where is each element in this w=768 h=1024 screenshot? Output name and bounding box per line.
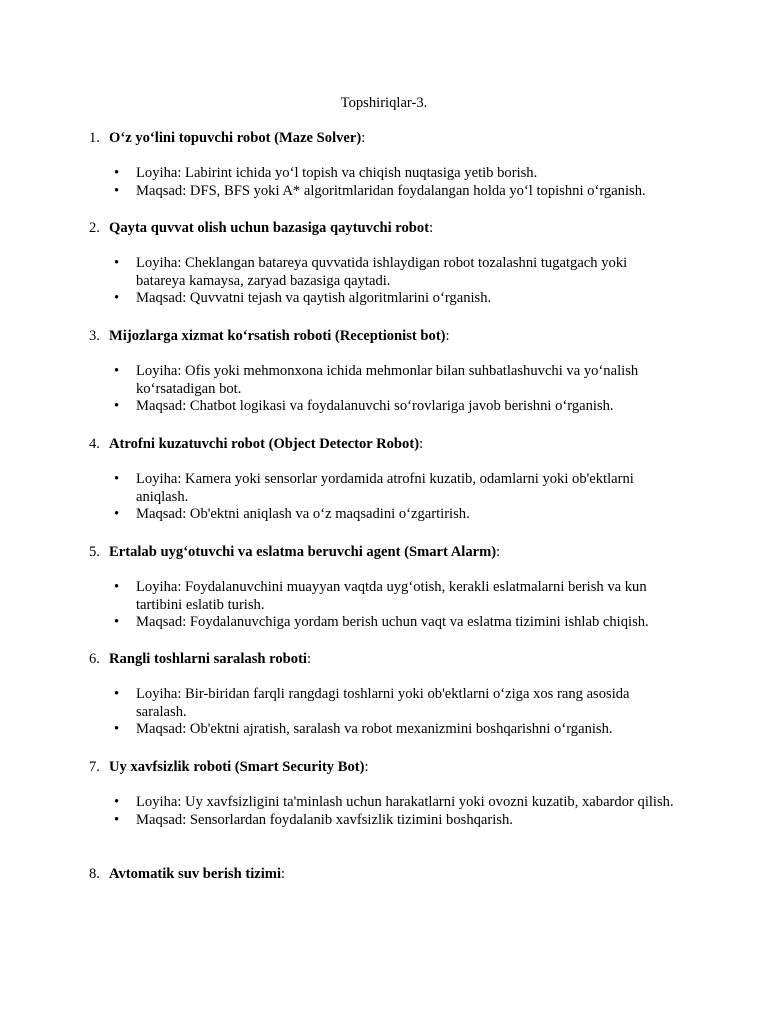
task-bullet-list xyxy=(89,165,689,200)
list-item xyxy=(89,183,676,201)
bullet-icon: • xyxy=(114,363,120,379)
task-bullet-list xyxy=(89,794,689,829)
task-title-text: Atrofni kuzatuvchi robot (Object Detector Robot) xyxy=(109,436,420,452)
task-2 xyxy=(89,219,689,308)
task-number: 5. xyxy=(89,544,100,560)
task-title-colon: : xyxy=(496,544,501,560)
task-heading xyxy=(89,219,689,237)
bullet-icon: • xyxy=(114,721,120,737)
task-title-text: Uy xavfsizlik roboti (Smart Security Bot) xyxy=(109,759,365,775)
list-item xyxy=(89,290,676,308)
task-number: 6. xyxy=(89,651,100,667)
bullet-icon: • xyxy=(114,398,120,414)
task-bullet-list xyxy=(89,363,689,416)
task-title-colon: : xyxy=(445,328,450,344)
task-title xyxy=(109,865,285,883)
task-number: 3. xyxy=(89,328,100,344)
task-1 xyxy=(89,129,689,200)
task-bullet-list xyxy=(89,579,689,632)
task-title-text: Rangli toshlarni saralash roboti xyxy=(109,651,307,667)
task-title xyxy=(109,758,369,776)
list-item-text: Maqsad: Ob'ektni ajratish, saralash va robot mexanizmini boshqarishni o‘rganish. xyxy=(136,721,613,737)
task-title-text: Avtomatik suv berish tizimi xyxy=(109,866,282,882)
task-title-text: Mijozlarga xizmat ko‘rsatish roboti (Receptionist bot) xyxy=(109,328,446,344)
bullet-icon: • xyxy=(114,182,120,199)
list-item xyxy=(89,506,676,524)
task-title xyxy=(109,219,433,237)
list-item xyxy=(89,794,676,812)
task-number: 4. xyxy=(89,436,100,452)
list-item-text: Loyiha: Cheklangan batareya quvvatida ishlaydigan robot tozalashni tugatgach yoki batareya kamaysa, zaryad bazasiga qaytadi. xyxy=(136,255,628,289)
list-item-text: Loyiha: Foydalanuvchini muayyan vaqtda uyg‘otish, kerakli eslatmalarni berish va kun tartibini eslatib turish. xyxy=(136,579,647,613)
list-item-text: Loyiha: Uy xavfsizligini ta'minlash uchun harakatlarni yoki ovozni kuzatib, xabardor qilish. xyxy=(136,794,674,810)
task-bullet-list xyxy=(89,471,689,524)
bullet-icon: • xyxy=(114,614,120,630)
bullet-icon: • xyxy=(114,165,120,181)
task-title-colon: : xyxy=(361,130,366,146)
list-item-text: Maqsad: DFS, BFS yoki A* algoritmlaridan foydalangan holda yo‘l topishni o‘rganish. xyxy=(136,182,646,199)
task-6 xyxy=(89,650,689,739)
bullet-icon: • xyxy=(114,686,120,702)
bullet-icon: • xyxy=(114,579,120,595)
list-item-text: Loyiha: Labirint ichida yo‘l topish va chiqish nuqtasiga yetib borish. xyxy=(136,165,538,181)
bullet-icon: • xyxy=(114,811,120,828)
list-item-text: Maqsad: Ob'ektni aniqlash va o‘z maqsadini o‘zgartirish. xyxy=(136,506,470,522)
task-title xyxy=(109,435,423,453)
task-heading xyxy=(89,758,689,776)
task-number: 8. xyxy=(89,866,100,882)
list-item-text: Maqsad: Sensorlardan foydalanib xavfsizlik tizimini boshqarish. xyxy=(136,811,513,828)
bullet-icon: • xyxy=(114,471,120,487)
task-title xyxy=(109,327,450,345)
list-item xyxy=(89,255,676,290)
bullet-icon: • xyxy=(114,290,120,306)
document-title: Topshiriqlar-3. xyxy=(340,95,428,111)
list-item xyxy=(89,363,676,398)
list-item-text: Loyiha: Kamera yoki sensorlar yordamida atrofni kuzatib, odamlarni yoki ob'ektlarni aniqlash. xyxy=(136,471,634,505)
bullet-icon: • xyxy=(114,255,120,271)
task-title-colon: : xyxy=(281,866,286,882)
task-title-colon: : xyxy=(364,759,369,775)
task-title-text: O‘z yo‘lini topuvchi robot (Maze Solver) xyxy=(109,130,362,146)
task-8 xyxy=(89,865,689,883)
list-item xyxy=(89,721,676,739)
task-heading xyxy=(89,543,689,561)
list-item-text: Loyiha: Bir-biridan farqli rangdagi toshlarni yoki ob'ektlarni o‘ziga xos rang asosida saralash. xyxy=(136,686,630,720)
bullet-icon: • xyxy=(114,794,120,810)
task-bullet-list xyxy=(89,686,689,739)
list-item-text: Loyiha: Ofis yoki mehmonxona ichida mehmonlar bilan suhbatlashuvchi va yo‘nalish ko‘rsatadigan bot. xyxy=(136,363,639,397)
task-heading xyxy=(89,327,689,345)
task-number: 1. xyxy=(89,130,100,146)
task-5 xyxy=(89,543,689,632)
task-title xyxy=(109,650,311,668)
bullet-icon: • xyxy=(114,506,120,522)
task-title-colon: : xyxy=(307,651,312,667)
task-heading xyxy=(89,435,689,453)
list-item xyxy=(89,579,676,614)
task-number: 7. xyxy=(89,759,100,775)
task-title-colon: : xyxy=(429,220,434,236)
task-title-text: Ertalab uyg‘otuvchi va eslatma beruvchi agent (Smart Alarm) xyxy=(109,544,497,560)
task-7 xyxy=(89,758,689,829)
task-title-text: Qayta quvvat olish uchun bazasiga qaytuvchi robot xyxy=(109,220,430,236)
list-item-text: Maqsad: Quvvatni tejash va qaytish algoritmlarini o‘rganish. xyxy=(136,290,492,306)
list-item-text: Maqsad: Foydalanuvchiga yordam berish uchun vaqt va eslatma tizimini ishlab chiqish. xyxy=(136,614,649,630)
task-4 xyxy=(89,435,689,524)
list-item xyxy=(89,165,676,183)
list-item xyxy=(89,686,676,721)
task-title xyxy=(109,129,365,147)
task-3 xyxy=(89,327,689,416)
task-heading xyxy=(89,129,689,147)
list-item xyxy=(89,398,676,416)
task-heading xyxy=(89,650,689,668)
task-bullet-list xyxy=(89,255,689,308)
list-item-text: Maqsad: Chatbot logikasi va foydalanuvchi so‘rovlariga javob berishni o‘rganish. xyxy=(136,398,614,414)
task-number: 2. xyxy=(89,220,100,236)
list-item xyxy=(89,614,676,632)
list-item xyxy=(89,812,676,830)
task-title xyxy=(109,543,500,561)
list-item xyxy=(89,471,676,506)
task-heading xyxy=(89,865,689,883)
task-title-colon: : xyxy=(419,436,424,452)
